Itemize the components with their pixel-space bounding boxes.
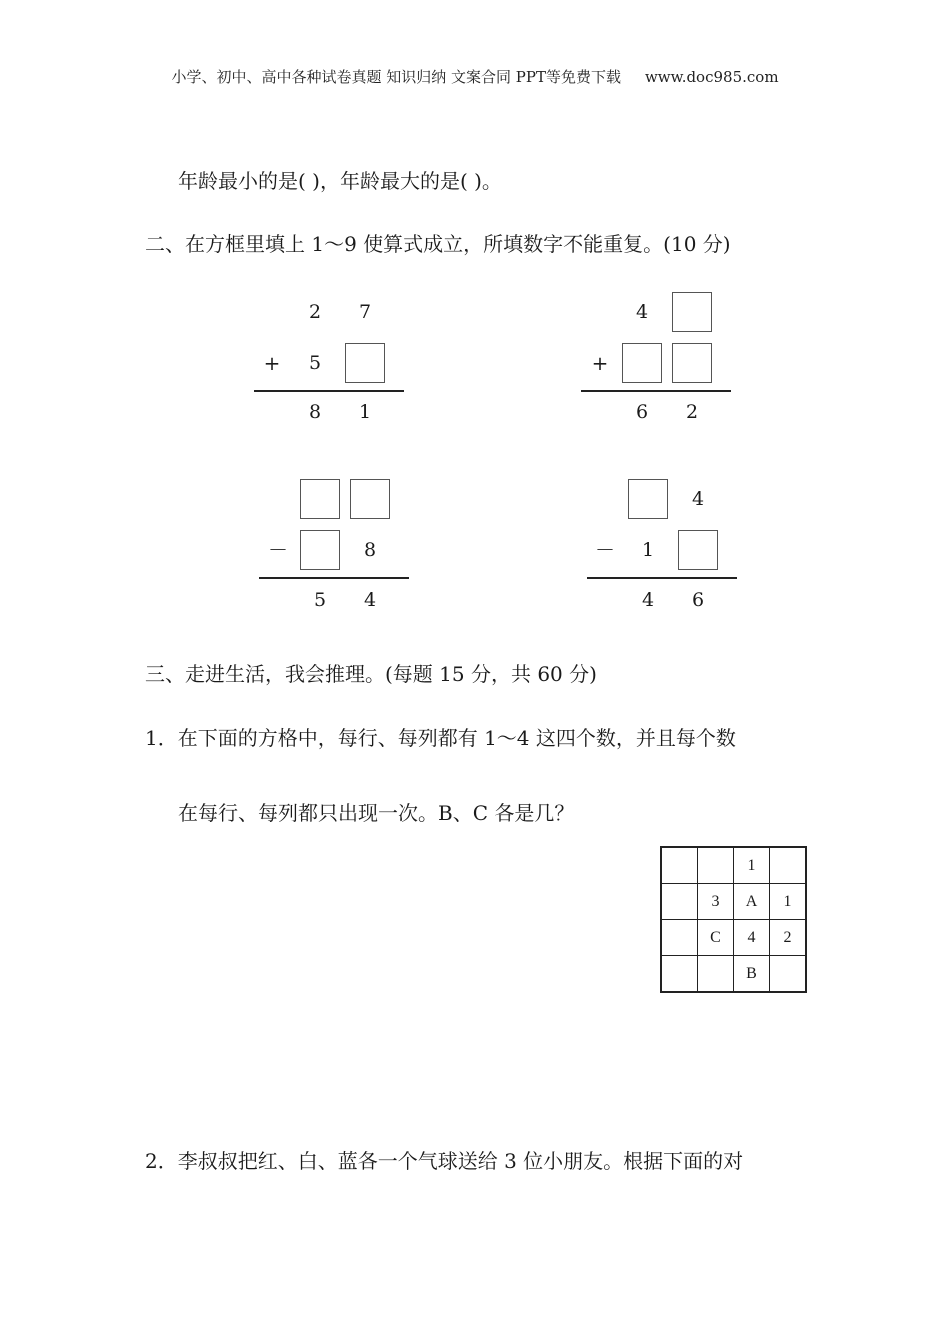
grid-row: [661, 956, 806, 993]
answer-box[interactable]: [345, 343, 385, 383]
puzzle-3-result-ones: 4: [363, 589, 377, 611]
grid-cell: [661, 920, 698, 956]
puzzle-4-mid-tens: 1: [641, 539, 655, 561]
grid-cell: 3: [698, 884, 734, 920]
answer-box[interactable]: [628, 479, 668, 519]
answer-box[interactable]: [300, 479, 340, 519]
grid-cell: 1: [770, 884, 807, 920]
answer-box[interactable]: [300, 530, 340, 570]
question-2-line-1: 2．李叔叔把红、白、蓝各一个气球送给 3 位小朋友。根据下面的对: [145, 1149, 744, 1173]
grid-cell: 4: [734, 920, 770, 956]
grid-cell: B: [734, 956, 770, 993]
minus-sign: －: [595, 538, 615, 562]
section-3-heading: 三、走进生活，我会推理。(每题 15 分，共 60 分): [145, 662, 597, 686]
grid-cell: 2: [770, 920, 807, 956]
grid-cell: [661, 956, 698, 993]
answer-box[interactable]: [672, 343, 712, 383]
puzzle-4-top-ones: 4: [691, 488, 705, 510]
answer-box[interactable]: [622, 343, 662, 383]
grid-cell: [770, 847, 807, 884]
grid-cell: [770, 956, 807, 993]
grid-cell: [698, 956, 734, 993]
grid-cell: [661, 847, 698, 884]
puzzle-2-result-ones: 2: [685, 401, 699, 423]
header-url: www.doc985.com: [644, 68, 779, 86]
grid-cell: [661, 884, 698, 920]
difference-line: [259, 577, 409, 579]
puzzle-1-mid-tens: 5: [308, 352, 322, 374]
question-1-line-2: 在每行、每列都只出现一次。B、C 各是几？: [178, 801, 575, 825]
latin-square-grid: [660, 846, 807, 993]
grid-row: [661, 847, 806, 884]
difference-line: [587, 577, 737, 579]
question-1-line-1: 1．在下面的方格中，每行、每列都有 1～4 这四个数，并且每个数: [145, 726, 736, 750]
plus-sign: +: [591, 351, 609, 375]
puzzle-1-top-ones: 7: [358, 301, 372, 323]
grid-cell: A: [734, 884, 770, 920]
puzzle-1-top-tens: 2: [308, 301, 322, 323]
puzzle-3-mid-ones: 8: [363, 539, 377, 561]
header-text: 小学、初中、高中各种试卷真题 知识归纳 文案合同 PPT等免费下载: [171, 68, 621, 86]
puzzle-1-result-ones: 1: [358, 401, 372, 423]
answer-box[interactable]: [678, 530, 718, 570]
grid-row: [661, 884, 806, 920]
minus-sign: －: [268, 538, 288, 562]
grid-cell: 1: [734, 847, 770, 884]
plus-sign: +: [263, 351, 281, 375]
page-header: [0, 66, 950, 87]
puzzle-2-top-tens: 4: [635, 301, 649, 323]
grid-row: [661, 920, 806, 956]
puzzle-2-result-tens: 6: [635, 401, 649, 423]
answer-box[interactable]: [350, 479, 390, 519]
answer-box[interactable]: [672, 292, 712, 332]
grid-cell: C: [698, 920, 734, 956]
puzzle-4-result-tens: 4: [641, 589, 655, 611]
age-answer-line: 年龄最小的是( )，年龄最大的是( )。: [178, 169, 502, 193]
puzzle-4-result-ones: 6: [691, 589, 705, 611]
grid-cell: [698, 847, 734, 884]
puzzle-1-result-tens: 8: [308, 401, 322, 423]
section-2-heading: 二、在方框里填上 1～9 使算式成立，所填数字不能重复。(10 分): [145, 232, 731, 256]
puzzle-3-result-tens: 5: [313, 589, 327, 611]
